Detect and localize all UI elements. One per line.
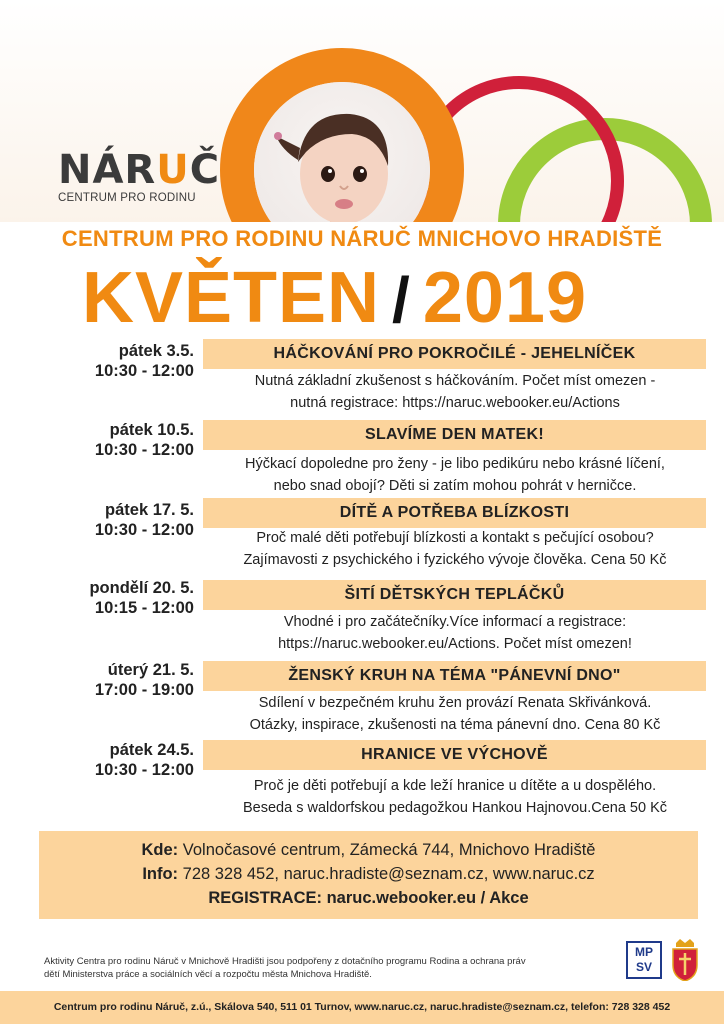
event-day: pátek 10.5. — [109, 421, 194, 439]
event-day: úterý 21. 5. — [107, 661, 194, 679]
month-year: 2019 — [422, 258, 587, 338]
location-value: Volnočasové centrum, Zámecká 744, Mnichovo Hradiště — [182, 841, 596, 859]
event-time: 10:30 - 12:00 — [94, 362, 194, 380]
event-day: pátek 17. 5. — [105, 501, 194, 519]
event-description-line: Hýčkací dopoledne pro ženy - je libo pedikúru nebo krásné líčení, — [245, 456, 665, 472]
contact-info-box — [39, 831, 698, 919]
ministry-logo — [626, 941, 662, 979]
logo-subtitle: CENTRUM PRO RODINU — [58, 192, 196, 204]
event-date — [64, 578, 194, 618]
registration-line — [39, 886, 698, 910]
ministry-logo-text: MP — [635, 945, 653, 959]
event-title: ŽENSKÝ KRUH NA TÉMA "PÁNEVNÍ DNO" — [203, 661, 706, 691]
event-time: 10:30 - 12:00 — [94, 441, 194, 459]
registration-text: REGISTRACE: naruc.webooker.eu / Akce — [208, 889, 529, 907]
event-date — [64, 660, 194, 700]
event-day: pondělí 20. 5. — [89, 579, 194, 597]
event-description-line: Otázky, inspirace, zkušenosti na téma pánevní dno. Cena 80 Kč — [249, 717, 661, 733]
location-line — [39, 838, 698, 862]
event-date — [64, 740, 194, 780]
funding-note — [44, 955, 614, 981]
event-day: pátek 24.5. — [109, 741, 194, 759]
event-description — [200, 611, 710, 655]
event-time: 10:30 - 12:00 — [94, 521, 194, 539]
event-title: DÍTĚ A POTŘEBA BLÍZKOSTI — [203, 498, 706, 528]
event-description-line: nutná registrace: https://naruc.webooker.eu/Actions — [290, 395, 620, 411]
event-time: 17:00 - 19:00 — [94, 681, 194, 699]
event-description-line: Vhodné i pro začátečníky.Více informací a registrace: — [283, 614, 627, 630]
event-description-line: Zajímavosti z psychického i fyzického vývoje člověka. Cena 50 Kč — [243, 552, 667, 568]
event-title: HRANICE VE VÝCHOVĚ — [203, 740, 706, 770]
naruc-logo — [58, 147, 221, 204]
event-time: 10:15 - 12:00 — [94, 599, 194, 617]
logo-mark: U — [156, 147, 190, 193]
event-time: 10:30 - 12:00 — [94, 761, 194, 779]
event-date — [64, 341, 194, 381]
contact-label: Info: — [142, 865, 179, 883]
event-description-line: Beseda s waldorfskou pedagožkou Hankou Hajnovou.Cena 50 Kč — [243, 800, 667, 816]
contact-value: 728 328 452, naruc.hradiste@seznam.cz, www.naruc.cz — [182, 865, 595, 883]
event-description — [200, 527, 710, 571]
event-description-line: nebo snad obojí? Děti si zatím mohou pohrát v herničce. — [273, 478, 637, 494]
coat-of-arms-crest-icon — [670, 939, 700, 981]
event-description-line: Proč malé děti potřebují blízkosti a kontakt s pečující osobou? — [256, 530, 654, 546]
logo-wordmark: NÁRUČ — [58, 147, 221, 193]
event-day: pátek 3.5. — [118, 342, 194, 360]
event-title: HÁČKOVÁNÍ PRO POKROČILÉ - JEHELNÍČEK — [203, 339, 706, 369]
event-description — [200, 370, 710, 414]
ministry-logo-text: SV — [635, 960, 652, 974]
event-title: SLAVÍME DEN MATEK! — [203, 420, 706, 450]
event-date — [64, 500, 194, 540]
event-date — [64, 420, 194, 460]
event-description-line: https://naruc.webooker.eu/Actions. Počet míst omezen! — [278, 636, 632, 652]
funding-line: dětí Ministerstva práce a sociálních věcí a rozpočtu města Mnichova Hradiště. — [44, 969, 372, 980]
event-description-line: Sdílení v bezpečném kruhu žen provází Renata Skřivánková. — [258, 695, 652, 711]
event-title: ŠITÍ DĚTSKÝCH TEPLÁČKŮ — [203, 580, 706, 610]
event-description — [200, 775, 710, 819]
month-name: KVĚTEN — [82, 258, 381, 338]
event-description — [200, 692, 710, 736]
month-slash: / — [392, 264, 411, 336]
event-description-line: Proč je děti potřebují a kde leží hranice u dítěte a u dospělého. — [253, 778, 657, 794]
location-label: Kde: — [141, 841, 179, 859]
footer-bar: Centrum pro rodinu Náruč, z.ú., Skálova 540, 511 01 Turnov, www.naruc.cz, naruc.hradiste@seznam.cz, telefon: 728 328 452 — [0, 991, 724, 1024]
contact-line — [39, 862, 698, 886]
event-description — [200, 453, 710, 497]
month-heading — [82, 258, 587, 338]
organization-title: CENTRUM PRO RODINU NÁRUČ MNICHOVO HRADIŠTĚ — [61, 226, 663, 251]
funding-line: Aktivity Centra pro rodinu Náruč v Mnichově Hradišti jsou podpořeny z dotačního programu Rodina a ochrana práv — [44, 956, 526, 967]
event-description-line: Nutná základní zkušenost s háčkováním. Počet míst omezen - — [254, 373, 656, 389]
